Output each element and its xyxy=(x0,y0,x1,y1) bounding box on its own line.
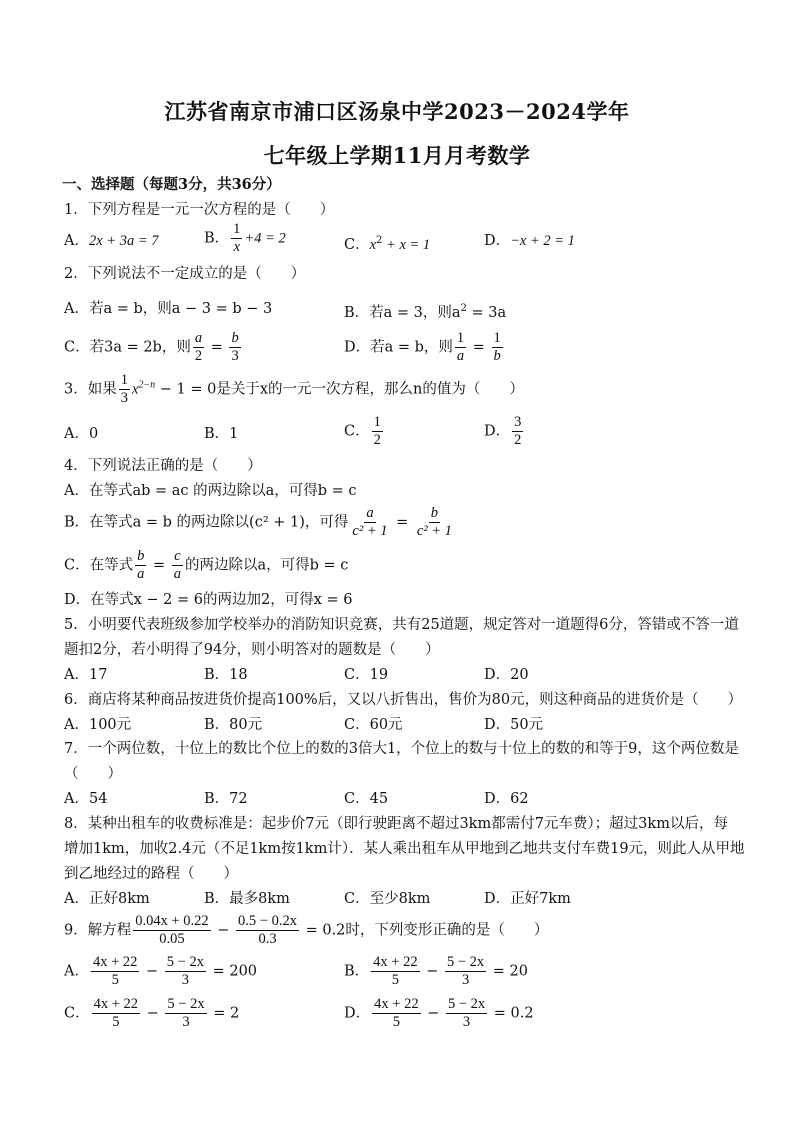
q2-option-c: C．若3a = 2b，则 $\frac{a}{2}$ = $\frac{b}{3}$ xyxy=(64,330,239,364)
q1-option-d: D．−x + 2 = 1 xyxy=(484,233,575,249)
q8-option-b: B．最多8km xyxy=(204,891,290,907)
section-heading: 一、选择题（每题3分，共36分） xyxy=(62,176,281,193)
question-4-stem: 4．下列说法正确的是（ ） xyxy=(64,458,262,474)
q3-option-a: A．0 xyxy=(64,426,99,442)
q3-option-b: B．1 xyxy=(204,426,239,442)
q2-option-d: D．若a = b，则 $\frac{1}{a}$ = $\frac{1}{b}$ xyxy=(344,330,501,364)
question-8-line3: 到乙地经过的路程（ ） xyxy=(64,866,238,882)
q2-option-a: A．若a = b，则a − 3 = b − 3 xyxy=(64,301,273,317)
q8-option-c: C．至少8km xyxy=(344,891,431,907)
question-1-stem: 1．下列方程是一元一次方程的是（ ） xyxy=(64,202,335,218)
q8-option-a: A．正好8km xyxy=(64,891,150,907)
q5-option-a: A．17 xyxy=(64,667,108,683)
question-5-line2: 题扣2分，若小明得了94分，则小明答对的题数是（ ） xyxy=(64,642,440,658)
q7-option-b: B．72 xyxy=(204,791,248,807)
q4-option-d: D．在等式x − 2 = 6的两边加2，可得x = 6 xyxy=(64,592,353,608)
q6-option-a: A．100元 xyxy=(64,717,132,733)
q9-option-b: B． $\frac{4x + 22}{5}$ − $\frac{5 - 2x}{3}$ = 20 xyxy=(344,954,528,988)
q7-option-d: D．62 xyxy=(484,791,529,807)
question-2-stem: 2．下列说法不一定成立的是（ ） xyxy=(64,266,306,282)
question-7-line2: （ ） xyxy=(64,766,122,782)
question-3-stem: 3．如果 $\frac{1}{3}$ $x^{2-n} - 1 = 0$是关于x的一元一次方程，那么n的值为（ ） xyxy=(64,372,524,406)
q4-option-c: C．在等式 $\frac{b}{a}$ = $\frac{c}{a}$ 的两边除以a，可得b = c xyxy=(64,548,349,582)
exam-title-line1: 江苏省南京市浦口区汤泉中学2023－2024学年 xyxy=(164,99,630,124)
q3-option-d: D． $\frac{3}{2}$ xyxy=(484,414,522,448)
q4-option-b: B．在等式a = b 的两边除以(c² + 1)，可得 $\frac{a}{\text{c² + 1}}$ = $\frac{b}{\text{c² + 1}}$ xyxy=(64,505,452,539)
q1-option-a: A．2x + 3a = 7 xyxy=(64,233,159,249)
question-7-line1: 7．一个两位数，十位上的数比个位上的数的3倍大1，个位上的数与十位上的数的和等于9，这个两位数是 xyxy=(64,741,739,757)
q7-option-c: C．45 xyxy=(344,791,389,807)
q9-option-c: C． $\frac{4x + 22}{5}$ − $\frac{5 - 2x}{3}$ = 2 xyxy=(64,996,240,1030)
question-8-line2: 增加1km，加收2.4元（不足1km按1km计）．某人乘出租车从甲地到乙地共支付车费19元，则此人从甲地 xyxy=(64,841,745,857)
question-6-stem: 6．商店将某种商品按进货价提高100%后，又以八折售出，售价为80元，则这种商品的进货价是（ ） xyxy=(64,692,743,708)
q8-option-d: D．正好7km xyxy=(484,891,571,907)
q4-option-a: A．在等式ab = ac 的两边除以a，可得b = c xyxy=(64,483,357,499)
question-5-line1: 5．小明要代表班级参加学校举办的消防知识竞赛，共有25道题，规定答对一道题得6分，答错或不答一道 xyxy=(64,617,739,633)
q6-option-d: D．50元 xyxy=(484,717,544,733)
q1-option-b: B． $\frac{1}{x}$ +4 = 2 xyxy=(204,221,286,255)
question-9-stem: 9．解方程 $\frac{0.04x + 0.22}{0.05}$ − $\frac{0.5 - 0.2x}{0.3}$ = 0.2时，下列变形正确的是（ ） xyxy=(64,913,549,947)
q3-option-c: C． $\frac{1}{2}$ xyxy=(344,414,381,448)
exam-title-line2: 七年级上学期11月月考数学 xyxy=(263,143,531,168)
q9-option-a: A． $\frac{4x + 22}{5}$ − $\frac{5 - 2x}{3}$ = 200 xyxy=(64,954,258,988)
q5-option-d: D．20 xyxy=(484,667,529,683)
q9-option-d: D． $\frac{4x + 22}{5}$ − $\frac{5 - 2x}{3}$ = 0.2 xyxy=(344,996,534,1030)
q6-option-b: B．80元 xyxy=(204,717,263,733)
q1-option-c: C．$x^2 + x = 1$ xyxy=(344,235,431,253)
q7-option-a: A．54 xyxy=(64,791,108,807)
q6-option-c: C．60元 xyxy=(344,717,403,733)
question-8-line1: 8．某种出租车的收费标准是：起步价7元（即行驶距离不超过3km都需付7元车费）；超过3km以后，每 xyxy=(64,816,728,832)
q5-option-c: C．19 xyxy=(344,667,389,683)
q5-option-b: B．18 xyxy=(204,667,248,683)
q2-option-b: B．若a = 3，则$a^2 = 3a$ xyxy=(344,303,507,321)
